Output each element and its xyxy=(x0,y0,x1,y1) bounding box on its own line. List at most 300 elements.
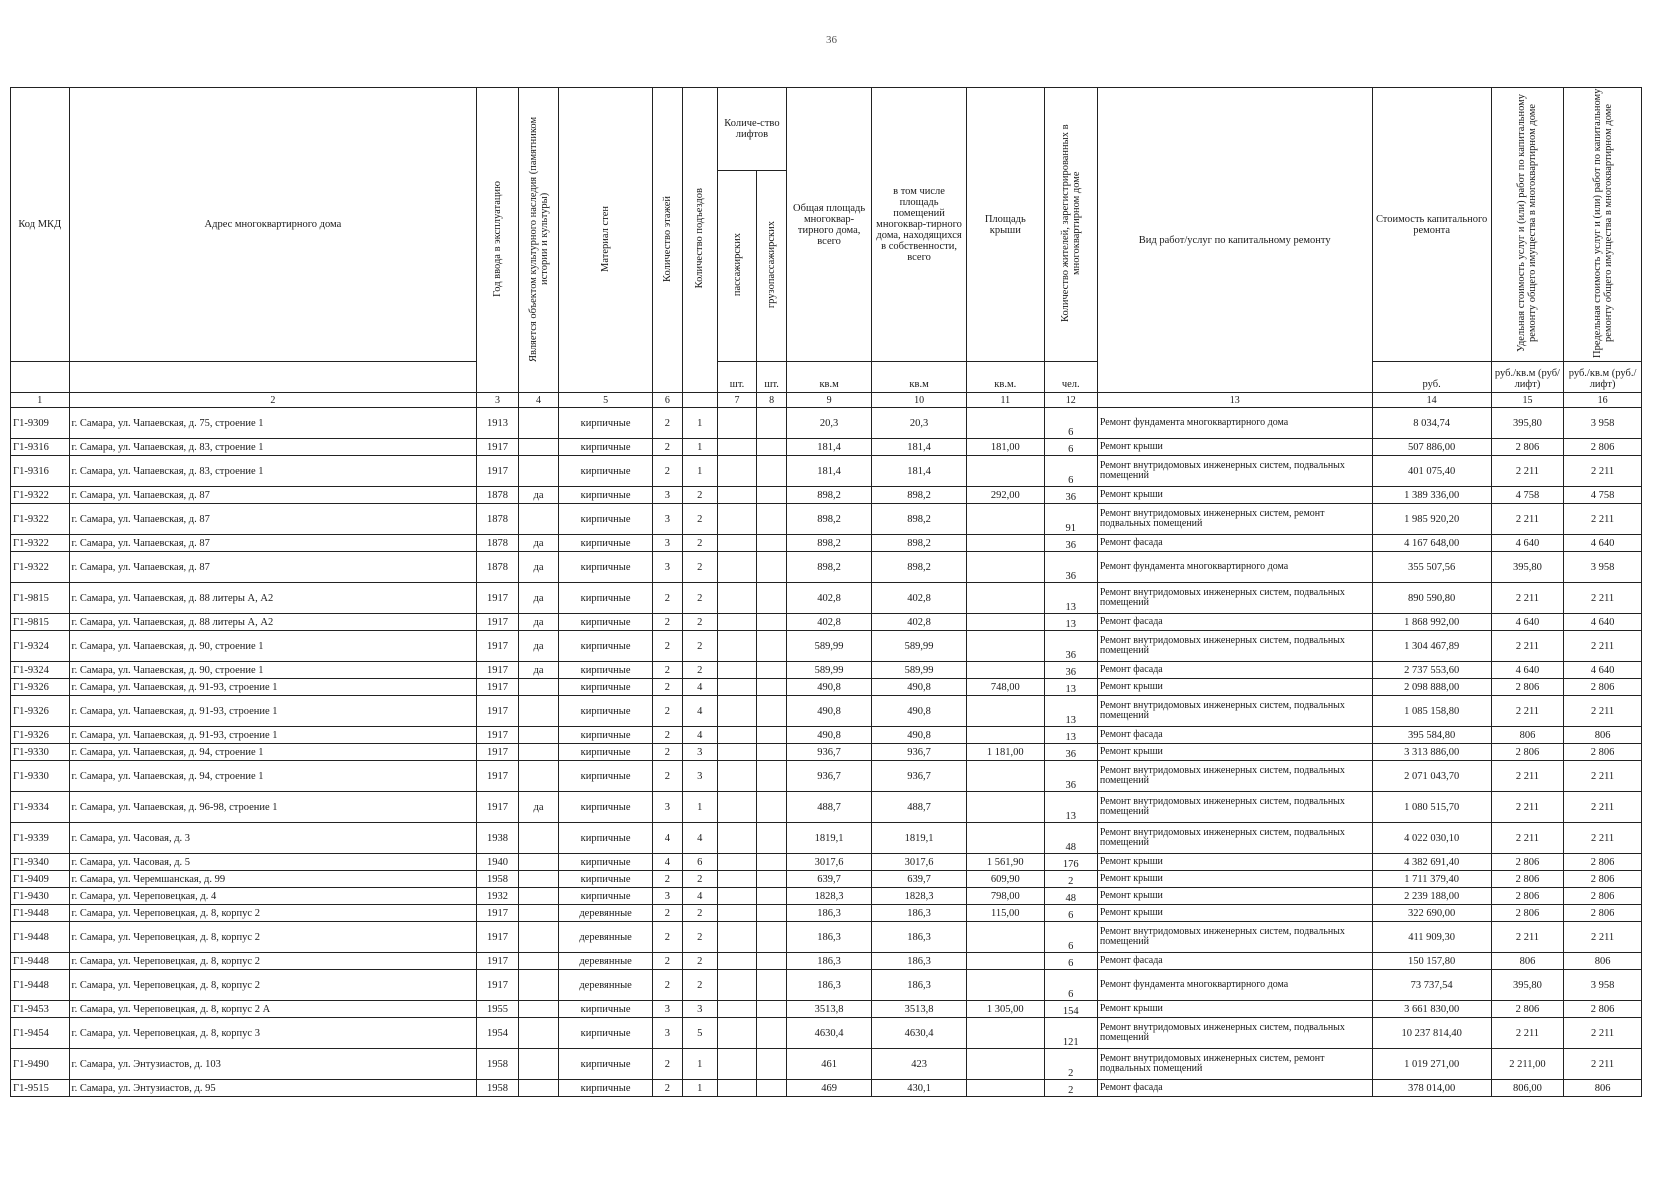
cell-lifts-cargo xyxy=(757,631,787,662)
cell-floors: 2 xyxy=(652,744,682,761)
cell-max-cost: 2 211 xyxy=(1564,1049,1642,1080)
cell-floors: 2 xyxy=(652,631,682,662)
cell-work: Ремонт внутридомовых инженерных систем, подвальных помещений xyxy=(1097,922,1372,953)
cell-cost: 1 711 379,40 xyxy=(1372,871,1491,888)
cell-unit-cost: 2 211 xyxy=(1491,456,1563,487)
header-total-area: Общая площадь многоквар-тирного дома, всего xyxy=(787,88,872,362)
cell-unit-cost: 2 806 xyxy=(1491,888,1563,905)
cell-owned-area: 430,1 xyxy=(872,1080,967,1097)
cell-owned-area: 936,7 xyxy=(872,761,967,792)
cell-entrances: 2 xyxy=(682,583,717,614)
cell-total-area: 181,4 xyxy=(787,456,872,487)
cell-cost: 411 909,30 xyxy=(1372,922,1491,953)
cell-work: Ремонт фасада xyxy=(1097,1080,1372,1097)
cell-address: г. Самара, ул. Череповецкая, д. 8, корпус 3 xyxy=(69,1018,477,1049)
cell-entrances: 2 xyxy=(682,487,717,504)
cell-max-cost: 2 211 xyxy=(1564,1018,1642,1049)
cell-roof-area xyxy=(966,408,1044,439)
cell-cost: 1 868 992,00 xyxy=(1372,614,1491,631)
header-code: Код МКД xyxy=(11,88,70,362)
cell-entrances: 4 xyxy=(682,696,717,727)
table-row xyxy=(11,1049,1642,1080)
cell-entrances: 2 xyxy=(682,552,717,583)
cell-total-area: 186,3 xyxy=(787,922,872,953)
cell-year: 1917 xyxy=(477,456,519,487)
cell-lifts-pass xyxy=(717,1018,756,1049)
cell-work: Ремонт фундамента многоквартирного дома xyxy=(1097,408,1372,439)
cell-residents: 6 xyxy=(1044,953,1097,970)
cell-unit-cost: 2 211 xyxy=(1491,922,1563,953)
cell-lifts-pass xyxy=(717,823,756,854)
cell-year: 1940 xyxy=(477,854,519,871)
cell-owned-area: 3017,6 xyxy=(872,854,967,871)
cell-address: г. Самара, ул. Череповецкая, д. 4 xyxy=(69,888,477,905)
cell-owned-area: 402,8 xyxy=(872,583,967,614)
cell-code: Г1-9326 xyxy=(11,696,70,727)
table-row xyxy=(11,504,1642,535)
cell-work: Ремонт внутридомовых инженерных систем, подвальных помещений xyxy=(1097,792,1372,823)
cell-entrances: 3 xyxy=(682,761,717,792)
cell-residents: 2 xyxy=(1044,1049,1097,1080)
cell-address: г. Самара, ул. Чапаевская, д. 87 xyxy=(69,552,477,583)
cell-heritage: да xyxy=(518,614,558,631)
cell-work: Ремонт фасада xyxy=(1097,614,1372,631)
cell-lifts-pass xyxy=(717,792,756,823)
cell-max-cost: 2 806 xyxy=(1564,871,1642,888)
cell-lifts-pass xyxy=(717,456,756,487)
cell-lifts-cargo xyxy=(757,487,787,504)
cell-wall: кирпичные xyxy=(559,744,653,761)
cell-floors: 4 xyxy=(652,854,682,871)
cell-wall: кирпичные xyxy=(559,408,653,439)
header-wall: Материал стен xyxy=(559,88,653,393)
cell-year: 1958 xyxy=(477,871,519,888)
cell-lifts-pass xyxy=(717,552,756,583)
cell-code: Г1-9334 xyxy=(11,792,70,823)
cell-wall: кирпичные xyxy=(559,614,653,631)
cell-owned-area: 3513,8 xyxy=(872,1001,967,1018)
cell-year: 1917 xyxy=(477,439,519,456)
table-row xyxy=(11,727,1642,744)
cell-work: Ремонт фундамента многоквартирного дома xyxy=(1097,552,1372,583)
table-row xyxy=(11,744,1642,761)
cell-work: Ремонт внутридомовых инженерных систем, подвальных помещений xyxy=(1097,583,1372,614)
cell-heritage xyxy=(518,504,558,535)
table-row xyxy=(11,871,1642,888)
cell-floors: 2 xyxy=(652,439,682,456)
cell-roof-area xyxy=(966,953,1044,970)
cell-code: Г1-9322 xyxy=(11,535,70,552)
cell-address: г. Самара, ул. Черемшанская, д. 99 xyxy=(69,871,477,888)
cell-floors: 3 xyxy=(652,504,682,535)
cell-heritage xyxy=(518,953,558,970)
cell-residents: 91 xyxy=(1044,504,1097,535)
cell-cost: 395 584,80 xyxy=(1372,727,1491,744)
cell-floors: 4 xyxy=(652,823,682,854)
cell-roof-area: 292,00 xyxy=(966,487,1044,504)
cell-work: Ремонт внутридомовых инженерных систем, подвальных помещений xyxy=(1097,631,1372,662)
cell-floors: 2 xyxy=(652,1049,682,1080)
cell-cost: 378 014,00 xyxy=(1372,1080,1491,1097)
cell-heritage xyxy=(518,439,558,456)
header-lifts-cargo: грузопассажирских xyxy=(757,171,787,362)
cell-wall: кирпичные xyxy=(559,535,653,552)
column-number: 7 xyxy=(717,393,756,408)
cell-floors: 3 xyxy=(652,1001,682,1018)
cell-max-cost: 2 806 xyxy=(1564,744,1642,761)
cell-lifts-cargo xyxy=(757,1018,787,1049)
cell-lifts-cargo xyxy=(757,792,787,823)
header-lifts-pass: пассажирских xyxy=(717,171,756,362)
cell-unit-cost: 806 xyxy=(1491,727,1563,744)
cell-total-area: 898,2 xyxy=(787,535,872,552)
cell-entrances: 5 xyxy=(682,1018,717,1049)
cell-total-area: 461 xyxy=(787,1049,872,1080)
header-floors: Количество этажей xyxy=(652,88,682,393)
table-row xyxy=(11,922,1642,953)
cell-entrances: 1 xyxy=(682,456,717,487)
cell-floors: 3 xyxy=(652,1018,682,1049)
cell-owned-area: 1819,1 xyxy=(872,823,967,854)
cell-max-cost: 2 806 xyxy=(1564,439,1642,456)
cell-lifts-cargo xyxy=(757,888,787,905)
cell-lifts-pass xyxy=(717,1001,756,1018)
cell-unit-cost: 395,80 xyxy=(1491,970,1563,1001)
cell-wall: деревянные xyxy=(559,905,653,922)
cell-entrances: 1 xyxy=(682,1049,717,1080)
cell-heritage xyxy=(518,679,558,696)
cell-owned-area: 490,8 xyxy=(872,727,967,744)
cell-floors: 2 xyxy=(652,761,682,792)
cell-roof-area xyxy=(966,552,1044,583)
page-number: 36 xyxy=(826,34,837,46)
cell-year: 1917 xyxy=(477,631,519,662)
cell-max-cost: 2 806 xyxy=(1564,905,1642,922)
cell-code: Г1-9448 xyxy=(11,922,70,953)
cell-address: г. Самара, ул. Чапаевская, д. 91-93, строение 1 xyxy=(69,727,477,744)
table-row xyxy=(11,953,1642,970)
cell-residents: 13 xyxy=(1044,614,1097,631)
cell-entrances: 4 xyxy=(682,823,717,854)
cell-code: Г1-9409 xyxy=(11,871,70,888)
cell-wall: кирпичные xyxy=(559,1018,653,1049)
cell-cost: 4 167 648,00 xyxy=(1372,535,1491,552)
cell-cost: 150 157,80 xyxy=(1372,953,1491,970)
cell-residents: 6 xyxy=(1044,456,1097,487)
cell-work: Ремонт крыши xyxy=(1097,439,1372,456)
header-year: Год ввода в эксплуатацию xyxy=(477,88,519,393)
cell-floors: 2 xyxy=(652,408,682,439)
table-row xyxy=(11,1080,1642,1097)
cell-wall: кирпичные xyxy=(559,823,653,854)
cell-code: Г1-9339 xyxy=(11,823,70,854)
cell-lifts-cargo xyxy=(757,552,787,583)
cell-unit-cost: 2 211 xyxy=(1491,583,1563,614)
cell-wall: кирпичные xyxy=(559,727,653,744)
cell-unit-cost: 2 211 xyxy=(1491,696,1563,727)
cell-total-area: 469 xyxy=(787,1080,872,1097)
cell-owned-area: 181,4 xyxy=(872,456,967,487)
cell-year: 1917 xyxy=(477,679,519,696)
cell-year: 1917 xyxy=(477,662,519,679)
cell-code: Г1-9448 xyxy=(11,953,70,970)
cell-owned-area: 936,7 xyxy=(872,744,967,761)
cell-cost: 355 507,56 xyxy=(1372,552,1491,583)
cell-max-cost: 2 211 xyxy=(1564,823,1642,854)
cell-lifts-pass xyxy=(717,854,756,871)
cell-floors: 2 xyxy=(652,1080,682,1097)
cell-heritage: да xyxy=(518,631,558,662)
cell-cost: 4 022 030,10 xyxy=(1372,823,1491,854)
cell-address: г. Самара, ул. Чапаевская, д. 94, строение 1 xyxy=(69,744,477,761)
cell-year: 1954 xyxy=(477,1018,519,1049)
cell-roof-area: 115,00 xyxy=(966,905,1044,922)
cell-lifts-pass xyxy=(717,905,756,922)
column-number: 9 xyxy=(787,393,872,408)
cell-roof-area: 1 561,90 xyxy=(966,854,1044,871)
cell-wall: кирпичные xyxy=(559,854,653,871)
cell-year: 1958 xyxy=(477,1080,519,1097)
header-unit-cost: Удельная стоимость услуг и (или) работ по капитальному ремонту общего имущества в многоквартирном доме xyxy=(1491,88,1563,362)
cell-lifts-pass xyxy=(717,953,756,970)
header-work: Вид работ/услуг по капитальному ремонту xyxy=(1097,88,1372,393)
cell-code: Г1-9326 xyxy=(11,727,70,744)
unit-lifts-pass: шт. xyxy=(717,362,756,393)
cell-cost: 2 071 043,70 xyxy=(1372,761,1491,792)
cell-cost: 2 098 888,00 xyxy=(1372,679,1491,696)
table-row xyxy=(11,1001,1642,1018)
cell-work: Ремонт внутридомовых инженерных систем, ремонт подвальных помещений xyxy=(1097,504,1372,535)
column-numbers-row xyxy=(11,393,1642,408)
column-number: 6 xyxy=(652,393,682,408)
cell-residents: 36 xyxy=(1044,761,1097,792)
cell-total-area: 936,7 xyxy=(787,761,872,792)
cell-lifts-cargo xyxy=(757,614,787,631)
table-row xyxy=(11,696,1642,727)
cell-cost: 1 085 158,80 xyxy=(1372,696,1491,727)
cell-lifts-pass xyxy=(717,504,756,535)
cell-entrances: 1 xyxy=(682,1080,717,1097)
cell-max-cost: 2 211 xyxy=(1564,583,1642,614)
cell-wall: кирпичные xyxy=(559,761,653,792)
cell-year: 1938 xyxy=(477,823,519,854)
cell-lifts-cargo xyxy=(757,1001,787,1018)
cell-floors: 2 xyxy=(652,696,682,727)
cell-address: г. Самара, ул. Часовая, д. 3 xyxy=(69,823,477,854)
cell-floors: 2 xyxy=(652,970,682,1001)
cell-max-cost: 4 640 xyxy=(1564,535,1642,552)
cell-wall: кирпичные xyxy=(559,552,653,583)
cell-owned-area: 639,7 xyxy=(872,871,967,888)
cell-lifts-cargo xyxy=(757,408,787,439)
cell-residents: 13 xyxy=(1044,583,1097,614)
cell-floors: 2 xyxy=(652,905,682,922)
cell-address: г. Самара, ул. Чапаевская, д. 87 xyxy=(69,487,477,504)
cell-floors: 2 xyxy=(652,614,682,631)
cell-year: 1917 xyxy=(477,792,519,823)
table-row xyxy=(11,1018,1642,1049)
cell-unit-cost: 2 211 xyxy=(1491,761,1563,792)
cell-floors: 2 xyxy=(652,583,682,614)
cell-cost: 1 389 336,00 xyxy=(1372,487,1491,504)
cell-heritage xyxy=(518,922,558,953)
cell-total-area: 898,2 xyxy=(787,504,872,535)
table-row xyxy=(11,456,1642,487)
cell-unit-cost: 2 211,00 xyxy=(1491,1049,1563,1080)
cell-unit-cost: 2 211 xyxy=(1491,504,1563,535)
column-number: 16 xyxy=(1564,393,1642,408)
cell-address: г. Самара, ул. Чапаевская, д. 83, строение 1 xyxy=(69,456,477,487)
cell-unit-cost: 2 806 xyxy=(1491,871,1563,888)
units-code-empty xyxy=(11,362,70,393)
cell-address: г. Самара, ул. Чапаевская, д. 87 xyxy=(69,535,477,552)
cell-wall: деревянные xyxy=(559,922,653,953)
cell-lifts-pass xyxy=(717,761,756,792)
cell-roof-area xyxy=(966,696,1044,727)
cell-year: 1917 xyxy=(477,905,519,922)
cell-address: г. Самара, ул. Череповецкая, д. 8, корпус 2 xyxy=(69,922,477,953)
cell-year: 1878 xyxy=(477,487,519,504)
cell-owned-area: 186,3 xyxy=(872,922,967,953)
cell-owned-area: 589,99 xyxy=(872,631,967,662)
cell-lifts-cargo xyxy=(757,1049,787,1080)
cell-residents: 13 xyxy=(1044,696,1097,727)
table-row xyxy=(11,761,1642,792)
cell-address: г. Самара, ул. Чапаевская, д. 91-93, строение 1 xyxy=(69,696,477,727)
cell-wall: кирпичные xyxy=(559,696,653,727)
cell-total-area: 488,7 xyxy=(787,792,872,823)
cell-cost: 8 034,74 xyxy=(1372,408,1491,439)
cell-year: 1878 xyxy=(477,552,519,583)
cell-lifts-cargo xyxy=(757,456,787,487)
cell-entrances: 4 xyxy=(682,679,717,696)
cell-year: 1878 xyxy=(477,535,519,552)
cell-lifts-cargo xyxy=(757,1080,787,1097)
cell-cost: 4 382 691,40 xyxy=(1372,854,1491,871)
cell-max-cost: 2 211 xyxy=(1564,456,1642,487)
cell-entrances: 2 xyxy=(682,614,717,631)
cell-year: 1917 xyxy=(477,583,519,614)
cell-year: 1917 xyxy=(477,761,519,792)
cell-heritage xyxy=(518,1049,558,1080)
cell-code: Г1-9322 xyxy=(11,487,70,504)
cell-cost: 2 737 553,60 xyxy=(1372,662,1491,679)
column-number: 12 xyxy=(1044,393,1097,408)
cell-residents: 121 xyxy=(1044,1018,1097,1049)
column-number: 5 xyxy=(559,393,653,408)
cell-address: г. Самара, ул. Чапаевская, д. 90, строение 1 xyxy=(69,662,477,679)
cell-roof-area xyxy=(966,792,1044,823)
cell-residents: 48 xyxy=(1044,888,1097,905)
cell-code: Г1-9454 xyxy=(11,1018,70,1049)
capital-repair-table xyxy=(10,87,1642,1097)
cell-heritage xyxy=(518,1001,558,1018)
cell-max-cost: 806 xyxy=(1564,1080,1642,1097)
cell-residents: 6 xyxy=(1044,922,1097,953)
cell-unit-cost: 2 806 xyxy=(1491,679,1563,696)
cell-owned-area: 589,99 xyxy=(872,662,967,679)
cell-code: Г1-9815 xyxy=(11,614,70,631)
cell-unit-cost: 2 806 xyxy=(1491,439,1563,456)
cell-residents: 13 xyxy=(1044,792,1097,823)
cell-heritage xyxy=(518,761,558,792)
cell-code: Г1-9340 xyxy=(11,854,70,871)
cell-lifts-pass xyxy=(717,1080,756,1097)
cell-code: Г1-9324 xyxy=(11,662,70,679)
cell-entrances: 2 xyxy=(682,871,717,888)
cell-cost: 322 690,00 xyxy=(1372,905,1491,922)
cell-total-area: 639,7 xyxy=(787,871,872,888)
cell-heritage xyxy=(518,970,558,1001)
cell-roof-area: 609,90 xyxy=(966,871,1044,888)
cell-work: Ремонт внутридомовых инженерных систем, подвальных помещений xyxy=(1097,823,1372,854)
cell-lifts-cargo xyxy=(757,744,787,761)
cell-roof-area xyxy=(966,761,1044,792)
cell-unit-cost: 395,80 xyxy=(1491,552,1563,583)
cell-code: Г1-9330 xyxy=(11,744,70,761)
cell-heritage xyxy=(518,727,558,744)
column-number xyxy=(682,393,717,408)
cell-owned-area: 488,7 xyxy=(872,792,967,823)
cell-year: 1917 xyxy=(477,922,519,953)
cell-wall: кирпичные xyxy=(559,487,653,504)
cell-unit-cost: 806,00 xyxy=(1491,1080,1563,1097)
cell-unit-cost: 806 xyxy=(1491,953,1563,970)
cell-lifts-pass xyxy=(717,614,756,631)
table-row xyxy=(11,792,1642,823)
unit-unit-cost: руб./кв.м (руб/лифт) xyxy=(1491,362,1563,393)
cell-work: Ремонт внутридомовых инженерных систем, ремонт подвальных помещений xyxy=(1097,1049,1372,1080)
cell-roof-area xyxy=(966,1018,1044,1049)
cell-heritage xyxy=(518,1080,558,1097)
cell-heritage xyxy=(518,871,558,888)
cell-work: Ремонт фасада xyxy=(1097,662,1372,679)
cell-floors: 3 xyxy=(652,552,682,583)
column-number: 3 xyxy=(477,393,519,408)
cell-residents: 13 xyxy=(1044,679,1097,696)
cell-work: Ремонт крыши xyxy=(1097,679,1372,696)
cell-lifts-cargo xyxy=(757,970,787,1001)
cell-cost: 507 886,00 xyxy=(1372,439,1491,456)
cell-wall: кирпичные xyxy=(559,1049,653,1080)
cell-entrances: 2 xyxy=(682,922,717,953)
cell-owned-area: 490,8 xyxy=(872,696,967,727)
cell-total-area: 898,2 xyxy=(787,552,872,583)
cell-owned-area: 898,2 xyxy=(872,504,967,535)
cell-residents: 36 xyxy=(1044,744,1097,761)
cell-owned-area: 186,3 xyxy=(872,970,967,1001)
cell-total-area: 490,8 xyxy=(787,696,872,727)
cell-max-cost: 4 640 xyxy=(1564,662,1642,679)
cell-roof-area xyxy=(966,922,1044,953)
cell-lifts-cargo xyxy=(757,905,787,922)
cell-entrances: 1 xyxy=(682,792,717,823)
cell-year: 1878 xyxy=(477,504,519,535)
cell-work: Ремонт крыши xyxy=(1097,854,1372,871)
cell-lifts-pass xyxy=(717,679,756,696)
cell-address: г. Самара, ул. Энтузиастов, д. 103 xyxy=(69,1049,477,1080)
cell-year: 1917 xyxy=(477,696,519,727)
cell-floors: 2 xyxy=(652,953,682,970)
cell-entrances: 4 xyxy=(682,888,717,905)
cell-roof-area xyxy=(966,583,1044,614)
cell-heritage xyxy=(518,1018,558,1049)
cell-cost: 401 075,40 xyxy=(1372,456,1491,487)
cell-residents: 36 xyxy=(1044,535,1097,552)
cell-entrances: 1 xyxy=(682,408,717,439)
cell-wall: кирпичные xyxy=(559,456,653,487)
cell-entrances: 3 xyxy=(682,1001,717,1018)
